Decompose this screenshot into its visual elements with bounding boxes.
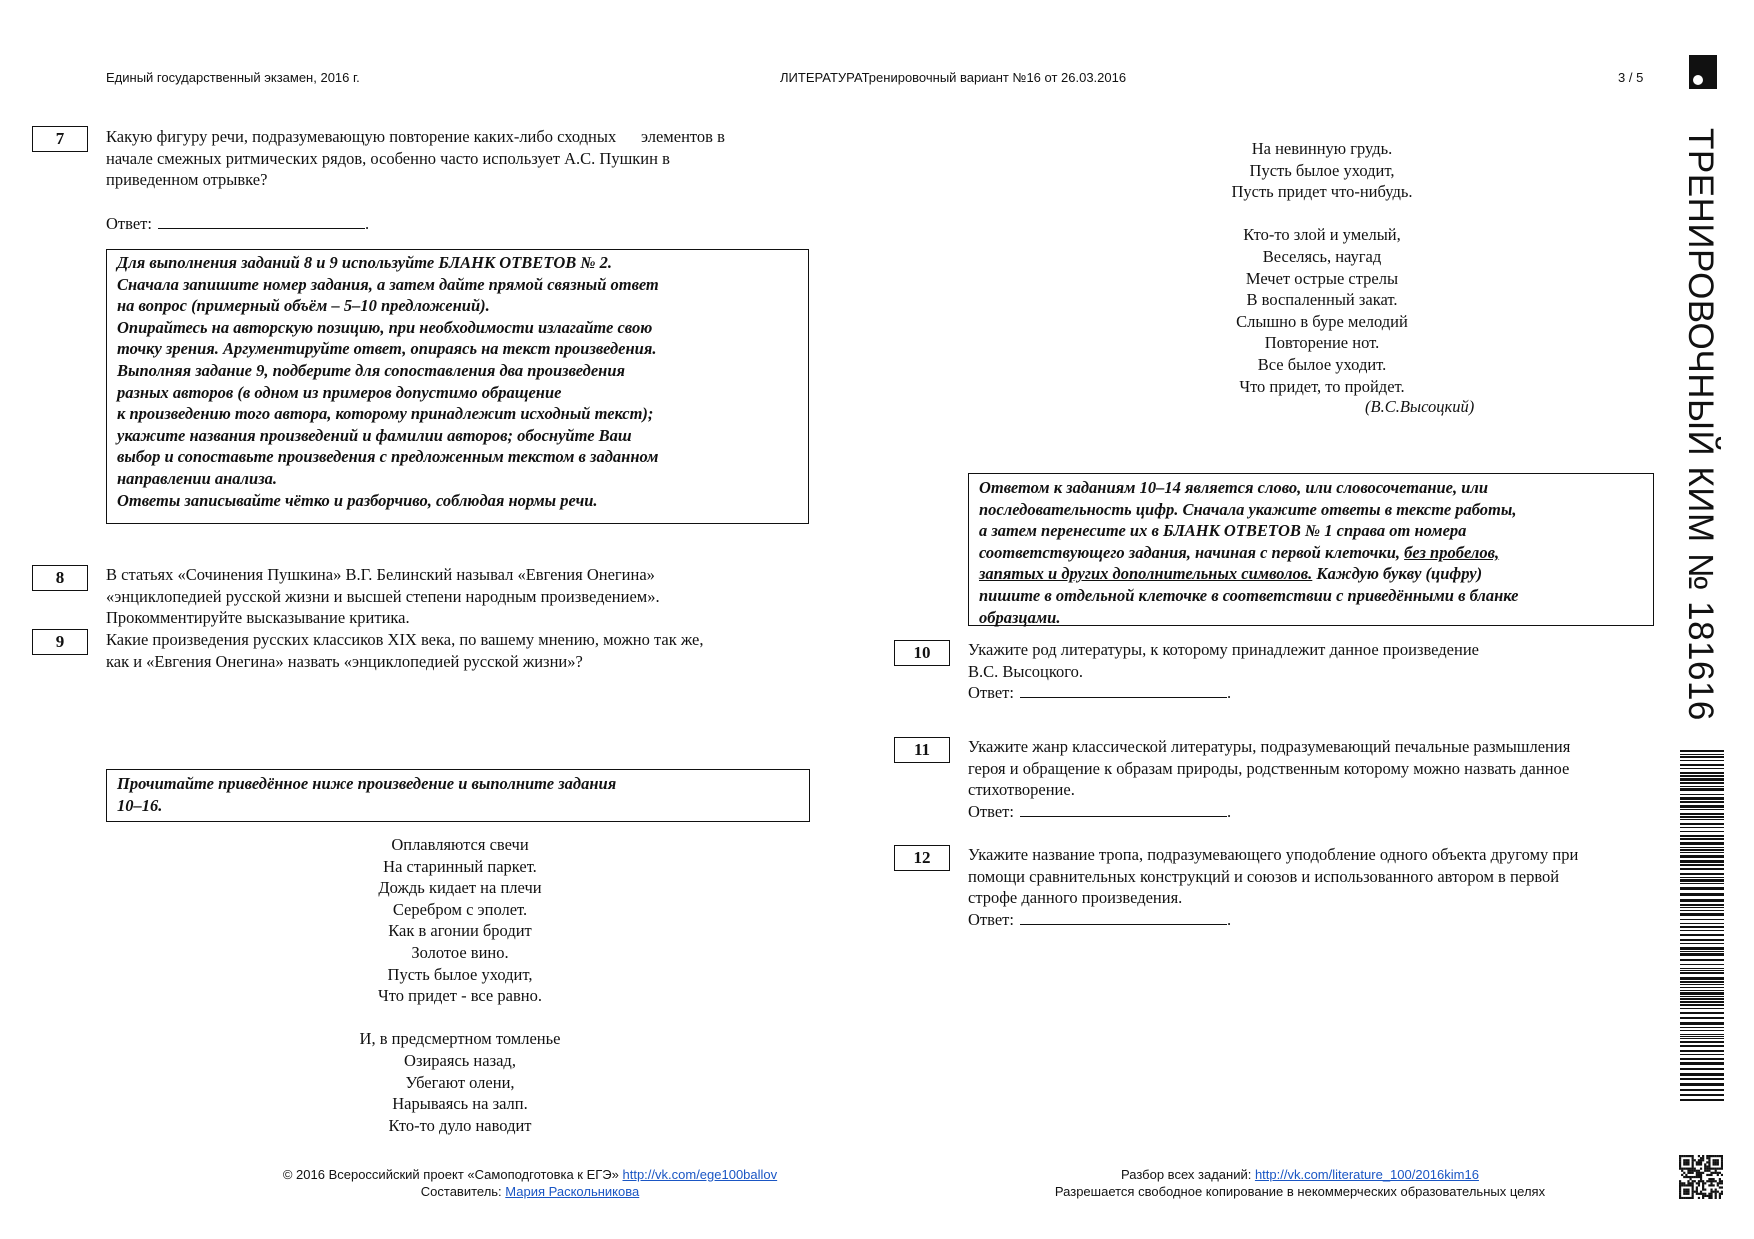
task-number-8: 8 — [32, 565, 88, 591]
barcode — [1680, 750, 1724, 1102]
task-11-text: Укажите жанр классической литературы, подразумевающий печальные размышления героя и обращение к образам природы, родственным которому можно назвать данное стихотворение. Ответ: . — [968, 737, 1571, 822]
task-number-12: 12 — [894, 845, 950, 871]
analysis-link[interactable]: http://vk.com/literature_100/2016kim16 — [1254, 1167, 1479, 1182]
task-number-11: 11 — [894, 737, 950, 763]
footer-left: © 2016 Всероссийский проект «Самоподготовка к ЕГЭ» http://vk.com/ege100ballov Составитель: Мария Раскольникова — [282, 1167, 778, 1199]
poem-part-2: На невинную грудь. Пусть былое уходит, Пусть придет что-нибудь. Кто-то злой и умелый, Веселясь, наугад Мечет острые стрелы В воспаленный закат. Слышно в буре мелодий Повторение нот. Все былое уходит. Что придет, то пройдет. — [1231, 139, 1413, 396]
task-12-text: Укажите название тропа, подразумевающего уподобление одного объекта другому при помощи сравнительных конструкций и союзов и использованного автором в первой строфе данного произведения. Ответ: . — [968, 845, 1579, 930]
answer-field-12[interactable] — [1020, 910, 1227, 925]
instruction-box-read: Прочитайте приведённое ниже произведение и выполните задания 10–16. — [106, 769, 810, 822]
task-7-text: Какую фигуру речи, подразумевающую повторение каких-либо сходных элементов в начале смежных ритмических рядов, особенно часто использует А.С. Пушкин в приведенном отрывке? — [106, 127, 725, 190]
side-title: ТРЕНИРОВОЧНЫЙ КИМ № 181616 — [1681, 128, 1720, 721]
header-center: ЛИТЕРАТУРАТренировочный вариант №16 от 26.03.2016 — [780, 70, 1127, 85]
instruction-box-8-9: Для выполнения заданий 8 и 9 используйте БЛАНК ОТВЕТОВ № 2. Сначала запишите номер задания, а затем дайте прямой связный ответ на вопрос (примерный объём – 5–10 предложений). Опирайтесь на авторскую позицию, при необходимости излагайте свою точку зрения. Аргументируйте ответ, опираясь на текст произведения. Выполняя задание 9, подберите для сопоставления два произведения разных авторов (в одном из примеров допустимо обращение к произведению того автора, которому принадлежит исходный текст); укажите названия произведений и фамилии авторов; обоснуйте Ваш выбор и сопоставьте произведения с предложенным текстом в заданном направлении анализа. Ответы записывайте чётко и разборчиво, соблюдая нормы речи. — [106, 249, 809, 524]
task-10-text: Укажите род литературы, к которому принадлежит данное произведение В.С. Высоцкого. Ответ: . — [968, 640, 1479, 703]
poem-part-1: Оплавляются свечи На старинный паркет. Дождь кидает на плечи Серебром с эполет. Как в агонии бродит Золотое вино. Пусть былое уходит, Что придет - все равно. И, в предсмертном томленье Озираясь назад, Убегают олени, Нарываясь на залп. Кто-то дуло наводит — [359, 835, 561, 1135]
task-7-answer: Ответ: . — [106, 214, 370, 233]
task-number-10: 10 — [894, 640, 950, 666]
poem-author: (В.С.Высоцкий) — [1365, 397, 1475, 416]
corner-marker-icon — [1689, 55, 1717, 89]
header-left: Единый государственный экзамен, 2016 г. — [106, 70, 360, 85]
answer-field-11[interactable] — [1020, 802, 1227, 817]
task-9-text: Какие произведения русских классиков XIX века, по вашему мнению, можно так же, как и «Евгения Онегина» назвать «энциклопедией русской жизни»? — [106, 630, 704, 671]
task-8-text: В статьях «Сочинения Пушкина» В.Г. Белинский называл «Евгения Онегина» «энциклопедией русской жизни и высшей степени народным произведением». Прокомментируйте высказывание критика. — [106, 565, 660, 628]
instruction-box-10-14: Ответом к заданиям 10–14 является слово, или словосочетание, или последовательность цифр. Сначала укажите ответы в тексте работы, а затем перенесите их в БЛАНК ОТВЕТОВ № 1 справа от номера соответствующего задания, начиная с первой клеточки, без пробелов, запятых и других дополнительных символов. Каждую букву (цифру) пишите в отдельной клеточке в соответствии с приведёнными в бланке образцами. — [968, 473, 1654, 626]
footer-right: Разбор всех заданий: http://vk.com/literature_100/2016kim16 Разрешается свободное копирование в некоммерческих образовательных целях — [1054, 1167, 1546, 1199]
answer-field-7[interactable] — [158, 214, 365, 229]
author-link[interactable]: Мария Раскольникова — [505, 1184, 640, 1199]
task-number-9: 9 — [32, 629, 88, 655]
page-number: 3 / 5 — [1618, 70, 1644, 85]
qr-code — [1679, 1155, 1723, 1199]
vk-link[interactable]: http://vk.com/ege100ballov — [622, 1167, 778, 1182]
answer-field-10[interactable] — [1020, 683, 1227, 698]
task-number-7: 7 — [32, 126, 88, 152]
